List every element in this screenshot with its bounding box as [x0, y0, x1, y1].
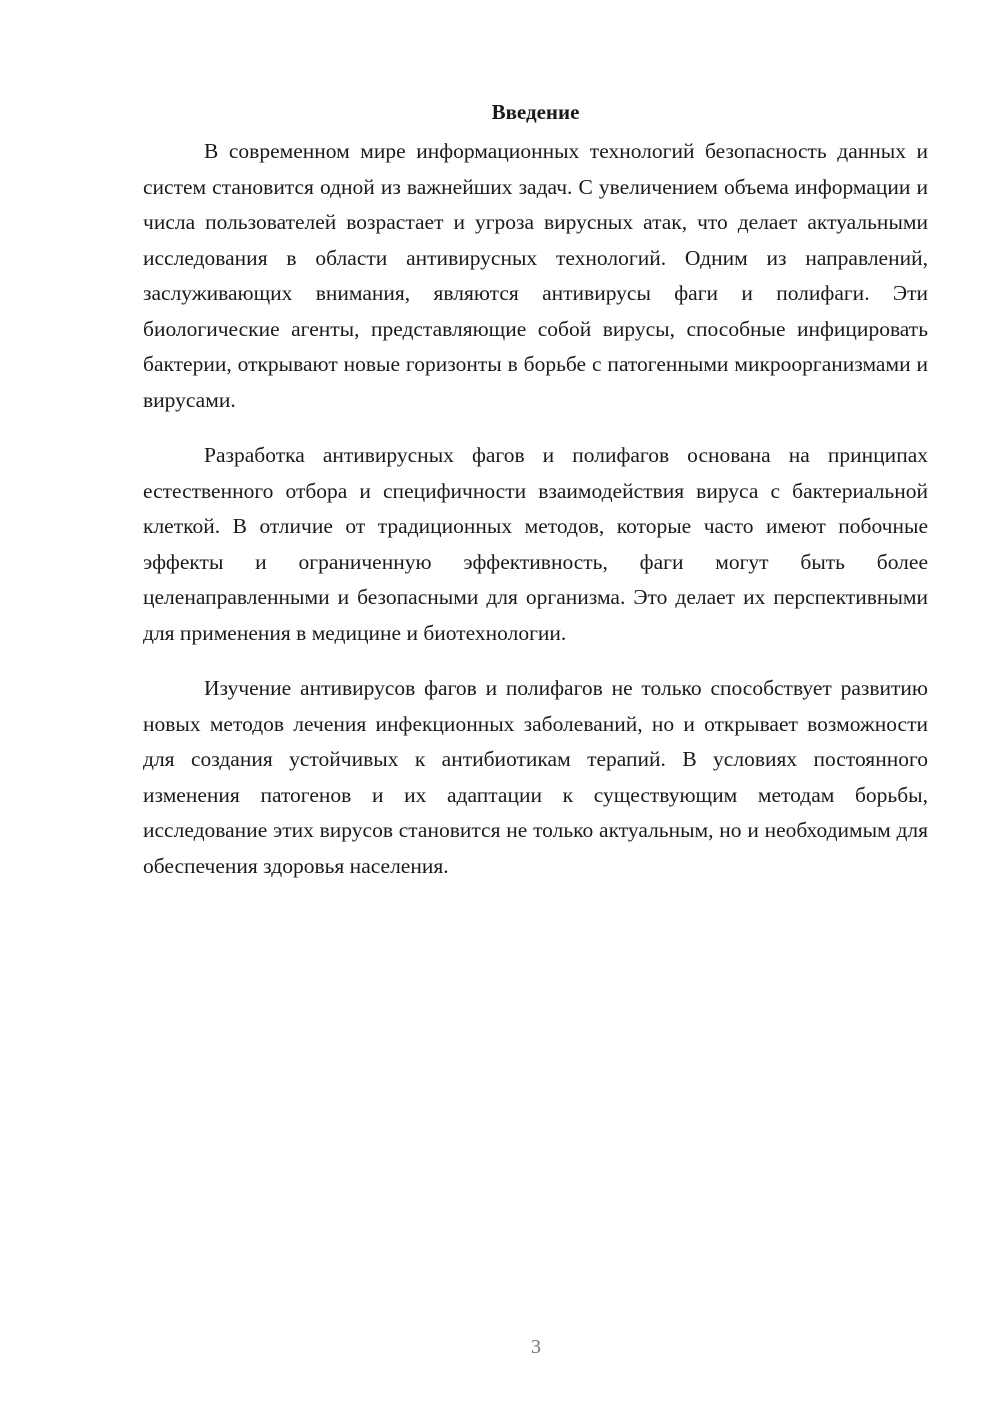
page-number: 3 [531, 1336, 541, 1358]
section-title: Введение [491, 100, 580, 124]
paragraph-1: В современном мире информационных технологий безопасность данных и систем становится одной из важнейших задач. С увеличением объема информации и числа пользователей возрастает и угроза вирусных атак, что делает актуальными исследования в области антивирусных технологий. Одним из направлений, заслуживающих внимания, являются антивирусы фаги и полифаги. Эти биологические агенты, представляющие собой вирусы, способные инфицировать бактерии, открывают новые горизонты в борьбе с патогенными микроорганизмами и вирусами. [143, 139, 928, 412]
paragraph-2: Разработка антивирусных фагов и полифагов основана на принципах естественного отбора и специфичности взаимодействия вируса с бактериальной клеткой. В отличие от традиционных методов, которые часто имеют побочные эффекты и ограниченную эффективность, фаги могут быть более целенаправленными и безопасными для организма. Это делает их перспективными для применения в медицине и биотехнологии. [143, 443, 928, 645]
page-content [143, 97, 928, 884]
paragraph-3: Изучение антивирусов фагов и полифагов не только способствует развитию новых методов лечения инфекционных заболеваний, но и открывает возможности для создания устойчивых к антибиотикам терапий. В условиях постоянного изменения патогенов и их адаптации к существующим методам борьбы, исследование этих вирусов становится не только актуальным, но и необходимым для обеспечения здоровья населения. [143, 676, 928, 878]
